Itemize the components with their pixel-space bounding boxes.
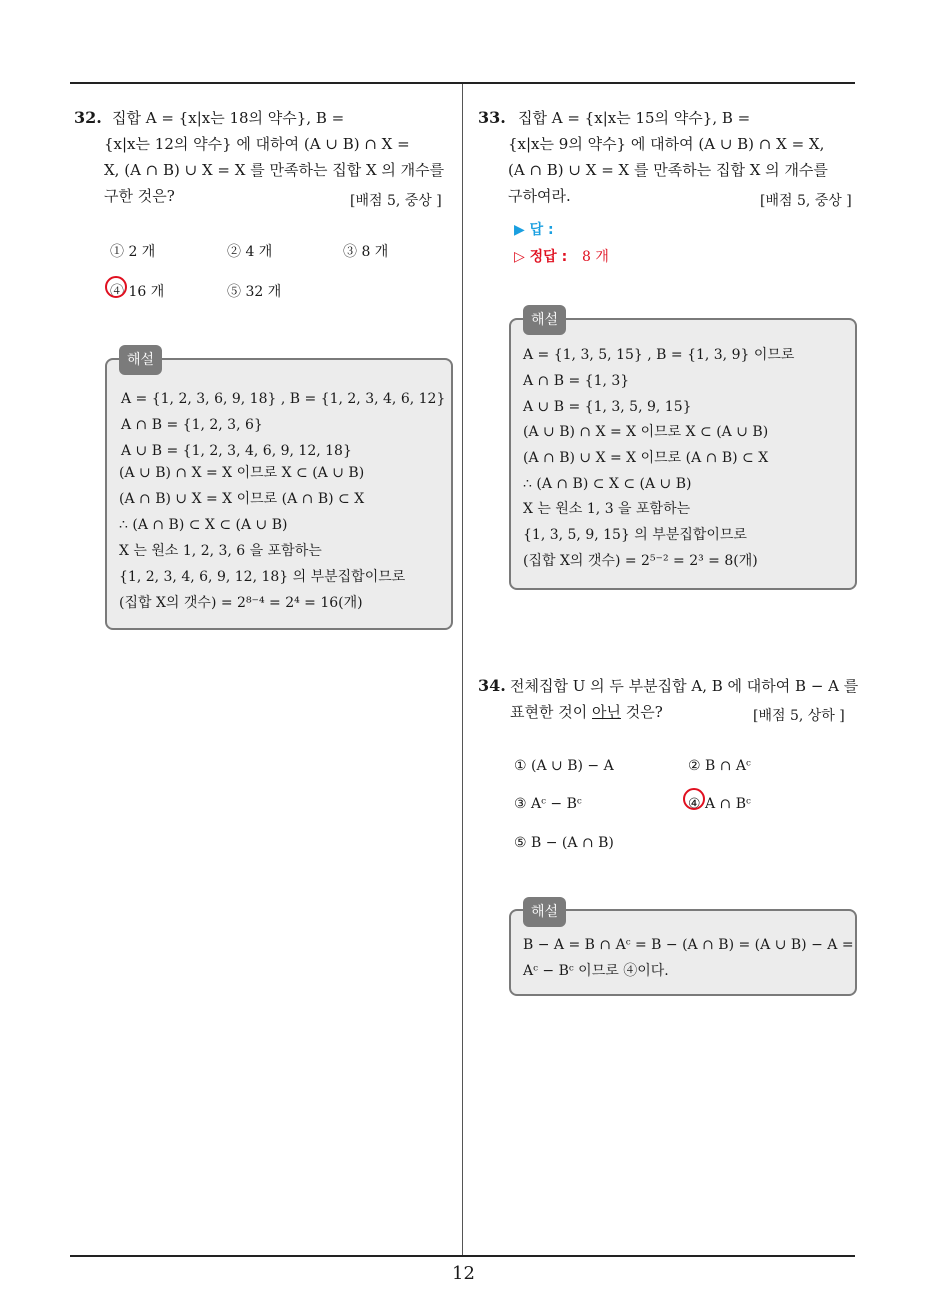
selected-answer-circle bbox=[105, 276, 127, 298]
question-number: 34. bbox=[478, 676, 506, 695]
solution-line: ∴ (A ∩ B) ⊂ X ⊂ (A ∪ B) bbox=[119, 517, 288, 533]
question-text-line: 집합 A = {x|x는 15의 약수}, B = bbox=[518, 109, 751, 127]
solution-line: A = {1, 2, 3, 6, 9, 18} , B = {1, 2, 3, 4, 6, 12} bbox=[121, 391, 446, 407]
solution-line: X 는 원소 1, 3 을 포함하는 bbox=[523, 501, 691, 517]
choice-5[interactable]: ⑤ B − (A ∩ B) bbox=[514, 835, 614, 851]
solution-line: {1, 2, 3, 4, 6, 9, 12, 18} 의 부분집합이므로 bbox=[119, 569, 406, 585]
solution-line: ∴ (A ∩ B) ⊂ X ⊂ (A ∪ B) bbox=[523, 476, 692, 492]
choice-5[interactable]: ⑤ 32 개 bbox=[227, 284, 282, 300]
solution-line: B − A = B ∩ Aᶜ = B − (A ∩ B) = (A ∪ B) − A = bbox=[523, 937, 854, 953]
answer-label: ▶ 답 : bbox=[514, 222, 554, 238]
solution-line: A = {1, 3, 5, 15} , B = {1, 3, 9} 이므로 bbox=[523, 347, 795, 363]
solution-line: A ∪ B = {1, 3, 5, 9, 15} bbox=[523, 399, 692, 415]
question-number: 32. bbox=[74, 108, 102, 127]
choice-3[interactable]: ③ Aᶜ − Bᶜ bbox=[514, 796, 582, 812]
emphasis-underline: 아닌 bbox=[592, 703, 621, 721]
solution-line: (A ∩ B) ∪ X = X 이므로 (A ∩ B) ⊂ X bbox=[119, 491, 365, 507]
solution-tag: 해설 bbox=[119, 345, 162, 375]
solution-line: {1, 3, 5, 9, 15} 의 부분집합이므로 bbox=[523, 527, 747, 543]
question-number: 33. bbox=[478, 108, 506, 127]
solution-line: (A ∪ B) ∩ X = X 이므로 X ⊂ (A ∪ B) bbox=[119, 465, 365, 481]
question-text-line: 집합 A = {x|x는 18의 약수}, B = bbox=[112, 109, 345, 127]
question-text-line: X, (A ∩ B) ∪ X = X 를 만족하는 집합 X 의 개수를 bbox=[104, 161, 445, 179]
question-text-line: {x|x는 12의 약수} 에 대하여 (A ∪ B) ∩ X = bbox=[104, 135, 410, 153]
choice-4[interactable]: ④ 16 개 bbox=[110, 284, 165, 300]
solution-line: (집합 X의 갯수) = 2⁵⁻² = 2³ = 8(개) bbox=[523, 553, 758, 569]
footer-rule bbox=[70, 1255, 855, 1257]
question-text-line: 구한 것은? bbox=[104, 187, 175, 205]
choice-2[interactable]: ② B ∩ Aᶜ bbox=[688, 758, 751, 774]
solution-line: A ∩ B = {1, 2, 3, 6} bbox=[121, 417, 263, 433]
solution-line: A ∩ B = {1, 3} bbox=[523, 373, 630, 389]
question-text-line: 전체집합 U 의 두 부분집합 A, B 에 대하여 B − A 를 bbox=[510, 677, 859, 695]
correct-answer-value: 8 개 bbox=[582, 249, 609, 265]
correct-answer-label: ▷ 정답 : bbox=[514, 249, 568, 265]
solution-tag: 해설 bbox=[523, 305, 566, 335]
solution-line: (집합 X의 갯수) = 2⁸⁻⁴ = 2⁴ = 16(개) bbox=[119, 595, 363, 611]
choice-2[interactable]: ② 4 개 bbox=[227, 244, 273, 260]
choice-3[interactable]: ③ 8 개 bbox=[343, 244, 389, 260]
question-text-line: (A ∩ B) ∪ X = X 를 만족하는 집합 X 의 개수를 bbox=[508, 161, 828, 179]
solution-line: A ∪ B = {1, 2, 3, 4, 6, 9, 12, 18} bbox=[121, 443, 352, 459]
points-label: [배점 5, 상하 ] bbox=[753, 708, 845, 724]
question-text-line: {x|x는 9의 약수} 에 대하여 (A ∪ B) ∩ X = X, bbox=[508, 135, 825, 153]
question-text-line: 표현한 것이 아닌 것은? bbox=[510, 703, 663, 721]
points-label: [배점 5, 중상 ] bbox=[760, 193, 852, 209]
solution-line: (A ∩ B) ∪ X = X 이므로 (A ∩ B) ⊂ X bbox=[523, 450, 769, 466]
choice-4[interactable]: ④ A ∩ Bᶜ bbox=[688, 796, 751, 812]
solution-line: Aᶜ − Bᶜ 이므로 ④이다. bbox=[523, 963, 669, 979]
solution-line: X 는 원소 1, 2, 3, 6 을 포함하는 bbox=[119, 543, 322, 559]
column-divider bbox=[462, 84, 463, 1256]
page-number: 12 bbox=[452, 1263, 475, 1284]
choice-1[interactable]: ① 2 개 bbox=[110, 244, 156, 260]
selected-answer-circle bbox=[683, 788, 705, 810]
solution-line: (A ∪ B) ∩ X = X 이므로 X ⊂ (A ∪ B) bbox=[523, 424, 769, 440]
choice-1[interactable]: ① (A ∪ B) − A bbox=[514, 758, 614, 774]
solution-tag: 해설 bbox=[523, 897, 566, 927]
points-label: [배점 5, 중상 ] bbox=[350, 193, 442, 209]
question-text-line: 구하여라. bbox=[508, 187, 571, 205]
